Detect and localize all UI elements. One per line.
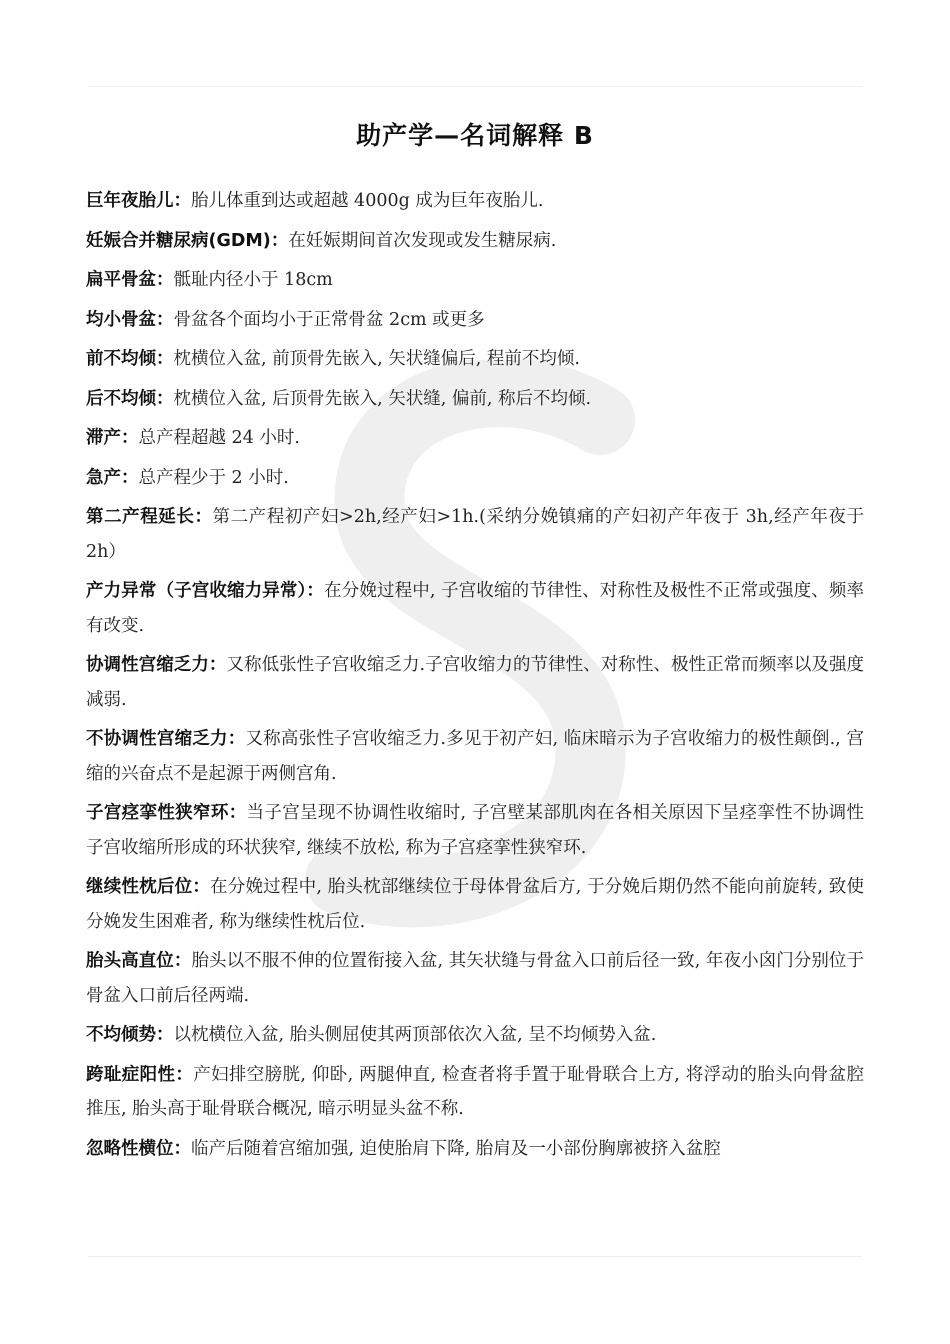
entry-separator: ： (194, 507, 213, 527)
entry-definition: 胎儿体重到达或超越 4000g 成为巨年夜胎儿. (191, 191, 544, 211)
glossary-entry (86, 722, 864, 791)
entry-definition: 以枕横位入盆, 胎头侧屈使其两顶部依次入盆, 呈不均倾势入盆. (173, 1025, 657, 1045)
glossary-entry (86, 944, 864, 1013)
entry-separator: ： (228, 803, 247, 823)
entry-separator: ： (121, 428, 139, 448)
entry-separator: ： (156, 349, 174, 369)
glossary-entry (86, 263, 864, 298)
entry-term: 产力异常（子宫收缩力异常） (86, 581, 307, 601)
entry-definition: 第二产程初产妇>2h,经产妇>1h.(采纳分娩镇痛的产妇初产年夜于 3h,经产年夜于 2h） (86, 507, 865, 562)
entry-term: 巨年夜胎儿 (86, 191, 174, 211)
entry-separator: ： (121, 467, 139, 488)
header-divider (88, 86, 862, 87)
entry-separator: ： (173, 1138, 191, 1159)
entry-separator: ： (208, 655, 227, 675)
entry-term: 急产 (86, 467, 121, 488)
entry-definition: 总产程少于 2 小时. (138, 467, 289, 488)
entry-definition: 又称高张性子宫收缩乏力.多见于初产妇, 临床暗示为子宫收缩力的极性颠倒., 宫缩的兴奋点不是起源于两侧宫角. (86, 729, 864, 784)
entry-separator: ： (175, 1064, 194, 1085)
entry-separator: ： (156, 388, 174, 409)
glossary-entry (86, 796, 864, 865)
entry-term: 均小骨盆 (86, 309, 156, 330)
entry-definition: 枕横位入盆, 前顶骨先嵌入, 矢状缝偏后, 程前不均倾. (173, 349, 580, 369)
entry-definition: 总产程超越 24 小时. (138, 428, 300, 448)
glossary-list (86, 184, 864, 1171)
entry-definition: 产妇排空膀胱, 仰卧, 两腿伸直, 检查者将手置于耻骨联合上方, 将浮动的胎头向骨盆腔推压, 胎头高于耻骨联合概况, 暗示明显头盆不称. (86, 1064, 865, 1119)
entry-separator: ： (270, 230, 289, 251)
entry-term: 子宫痉挛性狭窄环 (86, 803, 229, 823)
glossary-entry (86, 1058, 864, 1127)
glossary-entry (86, 382, 864, 417)
page-title: 助产学—名词解释 B (356, 121, 594, 150)
entry-definition: 当子宫呈现不协调性收缩时, 子宫壁某部肌肉在各相关原因下呈痉挛性不协调性子宫收缩所形成的环状狭窄, 继续不放松, 称为子宫痉挛性狭窄环. (86, 803, 865, 858)
entry-term: 继续性枕后位 (86, 877, 193, 897)
entry-definition: 胎头以不服不伸的位置衔接入盆, 其矢状缝与骨盆入口前后径一致, 年夜小囟门分别位于骨盆入口前后径两端. (86, 951, 865, 1006)
entry-term: 胎头高直位 (86, 951, 174, 971)
entry-term: 妊娠合并糖尿病(GDM) (86, 230, 271, 251)
entry-definition: 骨盆各个面均小于正常骨盆 2cm 或更多 (173, 309, 485, 330)
glossary-entry (86, 224, 864, 259)
entry-term: 前不均倾 (86, 349, 156, 369)
glossary-entry (86, 574, 864, 643)
entry-term: 扁平骨盆 (86, 270, 156, 290)
entry-separator: ： (173, 191, 191, 211)
glossary-entry (86, 870, 864, 939)
entry-term: 协调性宫缩乏力 (86, 655, 209, 675)
entry-definition: 在分娩过程中, 子宫收缩的节律性、对称性及极性不正常或强度、频率有改变. (86, 581, 865, 636)
entry-definition: 又称低张性子宫收缩乏力.子宫收缩力的节律性、对称性、极性正常而频率以及强度减弱. (86, 655, 865, 710)
entry-definition: 在分娩过程中, 胎头枕部继续位于母体骨盆后方, 于分娩后期仍然不能向前旋转, 致使分娩发生困难者, 称为继续性枕后位. (86, 877, 864, 932)
glossary-entry (86, 461, 864, 496)
entry-separator: ： (156, 1025, 174, 1045)
entry-separator: ： (173, 951, 192, 971)
glossary-entry (86, 648, 864, 717)
entry-term: 忽略性横位 (86, 1138, 174, 1159)
entry-term: 第二产程延长 (86, 507, 195, 527)
entry-term: 不均倾势 (86, 1025, 156, 1045)
entry-separator: ： (156, 270, 174, 290)
glossary-entry (86, 342, 864, 377)
entry-term: 后不均倾 (86, 388, 156, 409)
glossary-entry (86, 184, 864, 219)
glossary-entry (86, 1132, 864, 1167)
footer-divider (88, 1256, 862, 1257)
entry-separator: ： (156, 309, 174, 330)
entry-separator: ： (306, 581, 325, 601)
entry-separator: ： (192, 877, 211, 897)
entry-term: 滞产 (86, 428, 121, 448)
entry-definition: 枕横位入盆, 后顶骨先嵌入, 矢状缝, 偏前, 称后不均倾. (173, 388, 592, 409)
glossary-entry (86, 303, 864, 338)
entry-term: 不协调性宫缩乏力 (86, 729, 228, 749)
entry-definition: 骶耻内径小于 18cm (173, 270, 333, 290)
entry-definition: 在妊娠期间首次发现或发生糖尿病. (288, 230, 557, 251)
glossary-entry (86, 500, 864, 569)
entry-definition: 临产后随着宫缩加强, 迫使胎肩下降, 胎肩及一小部份胸廓被挤入盆腔 (191, 1138, 721, 1159)
entry-term: 跨耻症阳性 (86, 1064, 176, 1085)
entry-separator: ： (227, 729, 246, 749)
glossary-entry (86, 421, 864, 456)
glossary-entry (86, 1018, 864, 1053)
